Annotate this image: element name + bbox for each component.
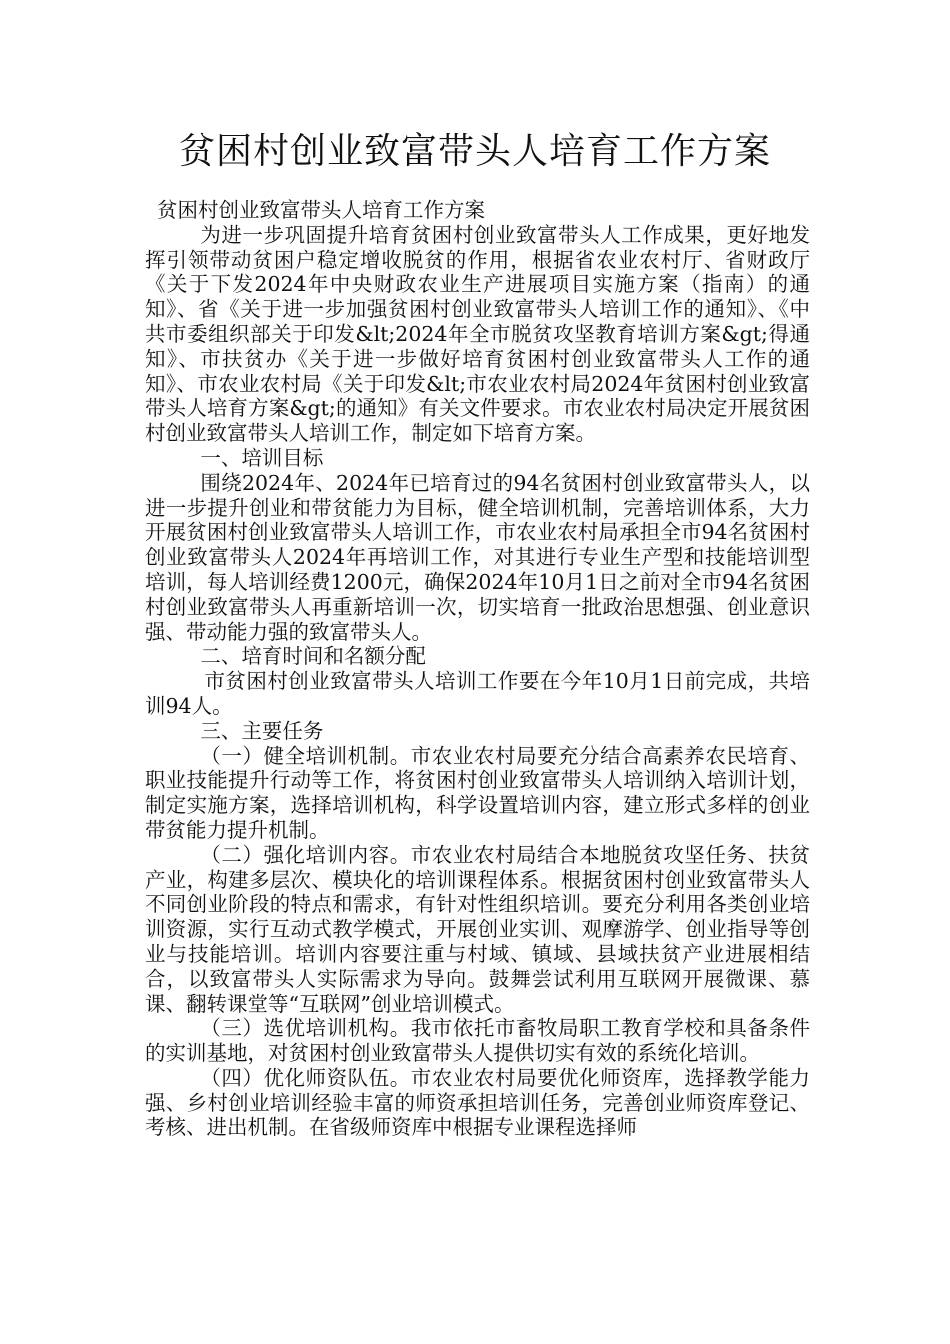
schedule-paragraph: 市贫困村创业致富带头人培训工作要在今年10月1日前完成，共培训94人。 (145, 669, 810, 718)
document-title: 贫困村创业致富带头人培育工作方案 (178, 131, 771, 172)
section-heading-tasks: 三、主要任务 (200, 718, 324, 743)
section-heading-schedule: 二、培育时间和名额分配 (200, 644, 426, 669)
subtitle-paragraph: 贫困村创业致富带头人培育工作方案 (157, 198, 485, 222)
task-4-paragraph: （四）优化师资队伍。市农业农村局要优化师资库，选择教学能力强、乡村创业培训经验丰富的师资承担培训任务，完善创业师资库登记、考核、进出机制。在省级师资库中根据专业课程选择师 (145, 1065, 810, 1140)
task-1-paragraph: （一）健全培训机制。市农业农村局要充分结合高素养农民培育、职业技能提升行动等工作，将贫困村创业致富带头人培训纳入培训计划，制定实施方案，选择培训机构，科学设置培训内容，建立形式多样的创业带贫能力提升机制。 (145, 743, 810, 842)
document-body (145, 198, 810, 1140)
section-heading-goals: 一、培训目标 (200, 445, 324, 470)
goals-paragraph: 围绕2024年、2024年已培育过的94名贫困村创业致富带头人，以进一步提升创业和带贫能力为目标，健全培训机制，完善培训体系，大力开展贫困村创业致富带头人培训工作，市农业农村局承担全市94名贫困村创业致富带头人2024年再培训工作，对其进行专业生产型和技能培训型培训，每人培训经费1200元，确保2024年10月1日之前对全市94名贫困村创业致富带头人再重新培训一次，切实培育一批政治思想强、创业意识强、带动能力强的致富带头人。 (145, 470, 810, 644)
task-2-paragraph: （二）强化培训内容。市农业农村局结合本地脱贫攻坚任务、扶贫产业，构建多层次、模块化的培训课程体系。根据贫困村创业致富带头人不同创业阶段的特点和需求，有针对性组织培训。要充分利用各类创业培训资源，实行互动式教学模式，开展创业实训、观摩游学、创业指导等创业与技能培训。培训内容要注重与村域、镇域、县域扶贫产业进展相结合，以致富带头人实际需求为导向。鼓舞尝试利用互联网开展微课、慕课、翻转课堂等“互联网”创业培训模式。 (145, 842, 810, 1016)
task-3-paragraph: （三）选优培训机构。我市依托市畜牧局职工教育学校和具备条件的实训基地，对贫困村创业致富带头人提供切实有效的系统化培训。 (145, 1016, 810, 1066)
intro-paragraph: 为进一步巩固提升培育贫困村创业致富带头人工作成果，更好地发挥引领带动贫困户稳定增收脱贫的作用，根据省农业农村厅、省财政厅《关于下发2024年中央财政农业生产进展项目实施方案（指南）的通知》、省《关于进一步加强贫困村创业致富带头人培训工作的通知》、《中共市委组织部关于印发&lt;2024年全市脱贫攻坚教育培训方案&gt;得通知》、市扶贫办《关于进一步做好培育贫困村创业致富带头人工作的通知》、市农业农村局《关于印发&lt;市农业农村局2024年贫困村创业致富带头人培育方案&gt;的通知》有关文件要求。市农业农村局决定开展贫困村创业致富带头人培训工作，制定如下培育方案。 (145, 222, 810, 446)
